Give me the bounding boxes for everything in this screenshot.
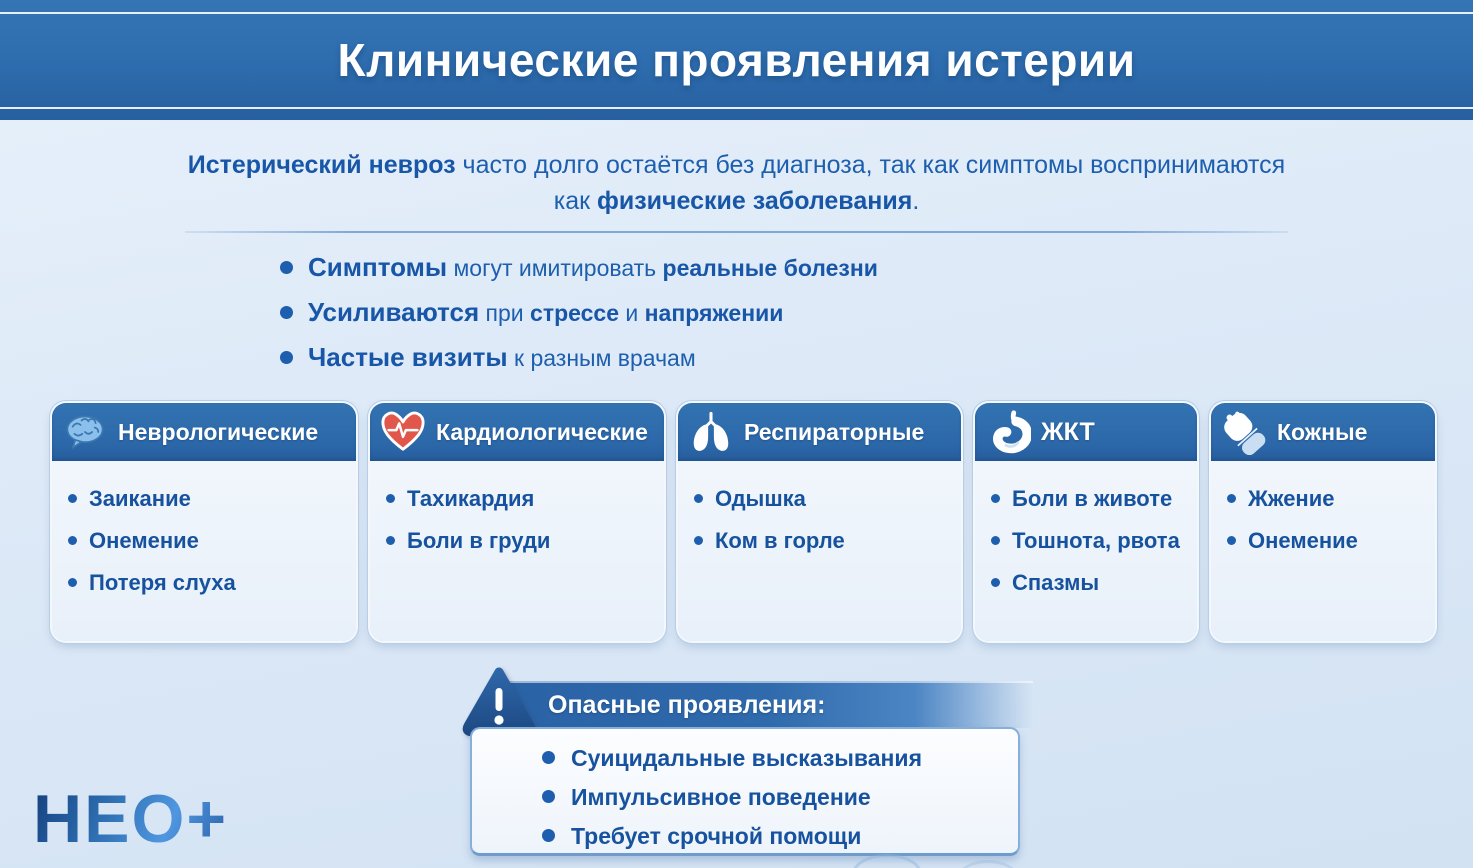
bullet-dot	[280, 306, 293, 319]
card-skin	[1211, 403, 1435, 641]
card-item-text: Боли в груди	[407, 528, 551, 553]
text-segment: могут имитировать	[447, 255, 663, 281]
text-segment: напряжении	[644, 300, 784, 326]
bullet-dot	[280, 261, 293, 274]
card-item-text: Заикание	[89, 486, 191, 511]
card-item-text: Боли в животе	[1012, 486, 1173, 511]
card-item-text: Одышка	[715, 486, 806, 511]
intro-text	[0, 147, 1473, 219]
text-segment: к разным врачам	[507, 345, 696, 371]
card-item-text: Онемение	[1248, 528, 1358, 553]
brain-icon	[62, 409, 108, 455]
text-segment: Истерический невроз	[187, 151, 456, 179]
stomach-icon	[985, 409, 1031, 455]
warning-item-text: Импульсивное поведение	[571, 784, 871, 810]
bullet-dot	[542, 829, 555, 842]
banner-top-line	[0, 12, 1473, 14]
card-item-list	[1211, 461, 1435, 555]
warning-item-list	[472, 729, 1018, 851]
key-points-list	[280, 252, 878, 387]
card-item-text: Тошнота, рвота	[1012, 528, 1180, 553]
card-item-text: Спазмы	[1012, 570, 1100, 595]
bullet-dot	[991, 536, 1000, 545]
bullet-dot	[68, 536, 77, 545]
card-item-list	[52, 461, 356, 597]
warning-triangle-icon	[462, 666, 536, 736]
card-title: ЖКТ	[1041, 417, 1095, 446]
card-item	[991, 569, 1189, 597]
bullet-dot	[542, 790, 555, 803]
card-cardiological	[370, 403, 664, 641]
card-title: Неврологические	[118, 418, 319, 445]
text-segment: как	[553, 187, 597, 215]
card-item-list	[678, 461, 961, 555]
text-segment: Усиливаются	[308, 297, 480, 327]
key-point-text	[308, 252, 878, 283]
card-header	[1211, 403, 1435, 461]
card-item-text: Тахикардия	[407, 486, 535, 511]
card-item	[694, 527, 953, 555]
card-item	[68, 485, 348, 513]
warning-item	[542, 743, 1018, 773]
bullet-dot	[68, 494, 77, 503]
warning-header-bar	[500, 681, 1033, 728]
banner-bottom-line	[0, 107, 1473, 109]
warning-item-text: Требует срочной помощи	[571, 823, 862, 849]
text-segment: и	[619, 300, 645, 326]
skin-patch-icon	[1221, 409, 1267, 455]
bullet-dot	[1227, 494, 1236, 503]
card-item-list	[975, 461, 1197, 597]
bullet-dot	[1227, 536, 1236, 545]
card-item-text: Онемение	[89, 528, 199, 553]
card-item	[1227, 527, 1427, 555]
text-segment: часто долго остаётся без диагноза, так как симптомы воспринимаются	[455, 151, 1286, 179]
card-neurological	[52, 403, 356, 641]
warning-body	[470, 727, 1020, 856]
neo-plus-logo: НЕО+	[33, 781, 229, 857]
text-segment: стрессе	[530, 300, 620, 326]
card-item-text: Ком в горле	[715, 528, 845, 553]
symptom-cards	[52, 403, 1435, 641]
bullet-dot	[542, 751, 555, 764]
card-item-text: Потеря слуха	[89, 570, 236, 595]
key-point-text	[308, 342, 696, 373]
warning-item	[542, 782, 1018, 812]
text-segment: при	[479, 300, 531, 326]
key-point	[280, 297, 878, 327]
bullet-dot	[386, 494, 395, 503]
card-title: Кожные	[1277, 418, 1368, 445]
card-header	[975, 403, 1197, 461]
card-gastrointestinal	[975, 403, 1197, 641]
card-title: Респираторные	[744, 418, 925, 445]
key-point	[280, 342, 878, 372]
lungs-icon	[688, 409, 734, 455]
heart-icon	[380, 409, 426, 455]
text-segment: Частые визиты	[308, 342, 508, 372]
card-header	[370, 403, 664, 461]
text-segment: Симптомы	[308, 252, 448, 282]
bullet-dot	[991, 494, 1000, 503]
card-item	[68, 569, 348, 597]
intro-divider	[185, 231, 1288, 233]
banner	[0, 0, 1473, 120]
card-item	[694, 485, 953, 513]
bullet-dot	[386, 536, 395, 545]
warning-title: Опасные проявления:	[548, 691, 826, 719]
warning-item	[542, 821, 1018, 851]
bullet-dot	[694, 494, 703, 503]
bullet-dot	[68, 578, 77, 587]
card-item-list	[370, 461, 664, 555]
bullet-dot	[694, 536, 703, 545]
card-item	[991, 527, 1189, 555]
card-item	[386, 527, 656, 555]
card-header	[52, 403, 356, 461]
key-point	[280, 252, 878, 282]
text-segment: реальные болезни	[662, 255, 878, 281]
key-point-text	[308, 297, 783, 328]
card-respiratory	[678, 403, 961, 641]
bullet-dot	[991, 578, 1000, 587]
text-segment: физические заболевания	[597, 187, 913, 215]
card-item	[68, 527, 348, 555]
card-title: Кардиологические	[436, 418, 648, 445]
card-header	[678, 403, 961, 461]
card-item	[991, 485, 1189, 513]
decorative-arc	[852, 854, 922, 868]
page-title: Клинические проявления истерии	[337, 34, 1136, 86]
bullet-dot	[280, 351, 293, 364]
card-item-text: Жжение	[1248, 486, 1335, 511]
card-item	[1227, 485, 1427, 513]
text-segment: .	[912, 187, 920, 215]
decorative-arc	[958, 860, 1018, 868]
card-item	[386, 485, 656, 513]
warning-item-text: Суицидальные высказывания	[571, 745, 922, 771]
